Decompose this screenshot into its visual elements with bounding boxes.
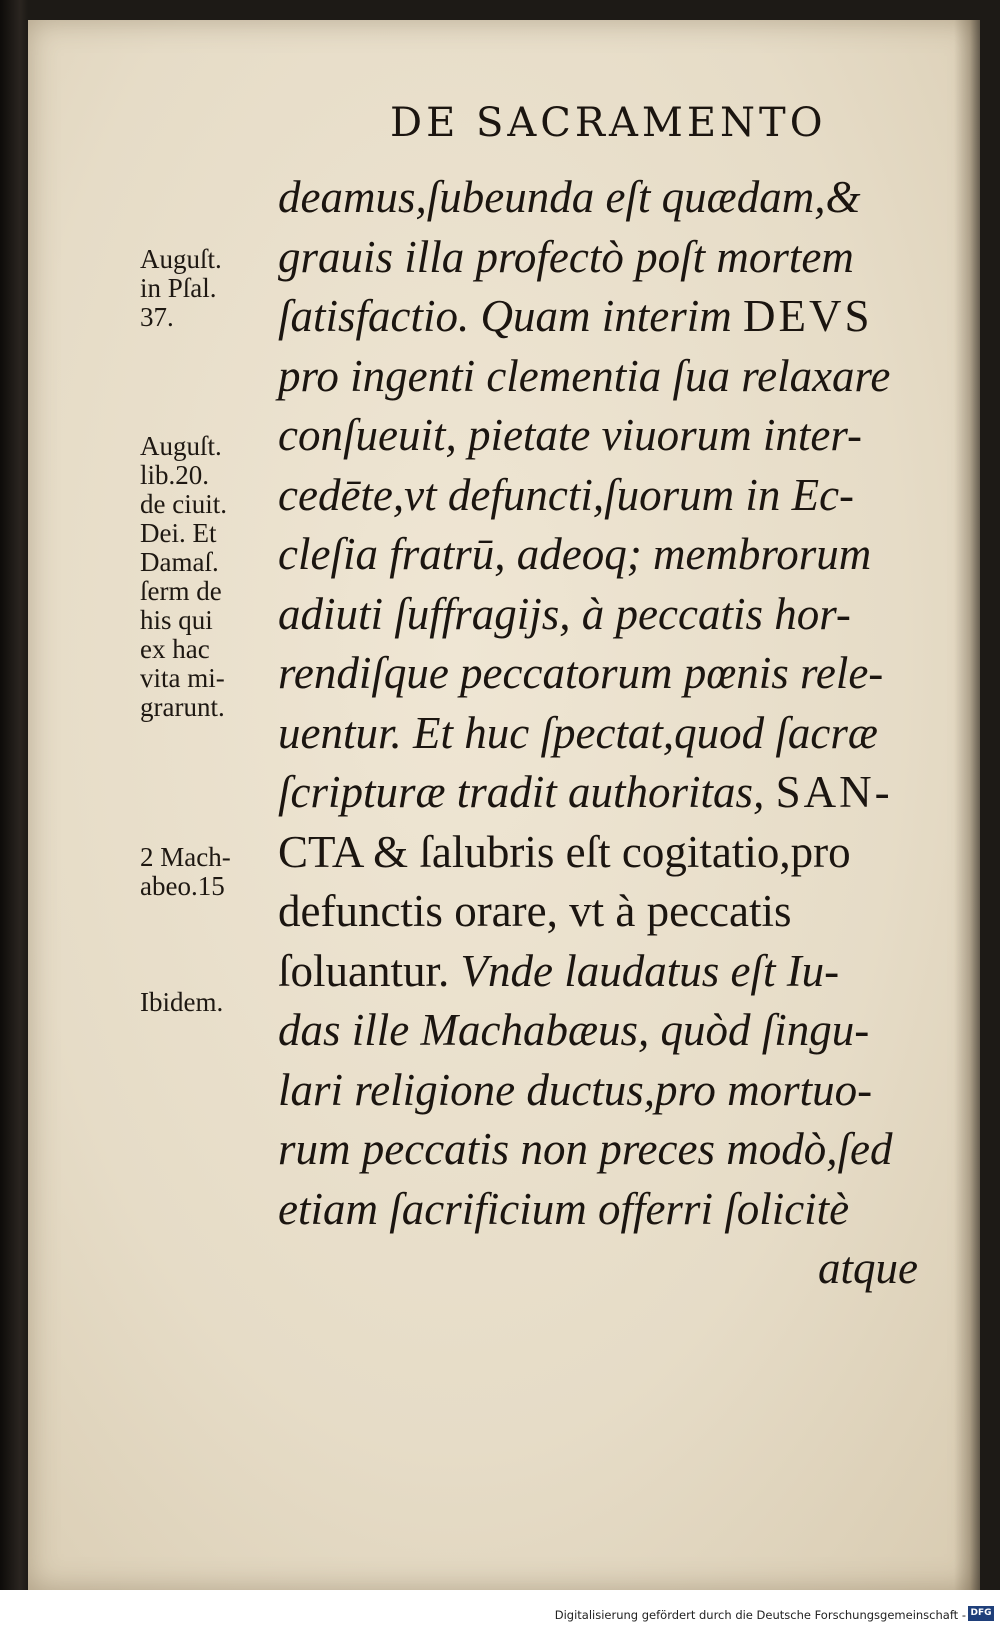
body-line-10: uentur. Et huc ſpectat,quod ſacræ bbox=[278, 707, 878, 758]
margin-note-ibidem bbox=[140, 988, 223, 1017]
body-line-18: etiam ſacrificium offerri ſolicitè bbox=[278, 1183, 850, 1234]
body-line-3-text: ſatisfactio. Quam interim bbox=[278, 291, 743, 341]
body-line-14-text: ſoluantur. bbox=[278, 945, 461, 996]
margin-note-line: ſerm de bbox=[140, 576, 222, 606]
body-line-7: cleſia fratrū, adeoq; membrorum bbox=[278, 529, 872, 579]
body-line-12: CTA & ſalubris eſt cogitatio,pro bbox=[278, 826, 851, 877]
body-line-4: pro ingenti clementia ſua relaxare bbox=[278, 350, 891, 401]
body-line-14 bbox=[278, 942, 918, 1002]
body-line-5: conſueuit, pietate viuorum inter- bbox=[278, 410, 862, 460]
body-line-11-text: ſcripturæ tradit authoritas, bbox=[278, 767, 776, 817]
dfg-logo: DFG bbox=[968, 1606, 994, 1621]
margin-note-august-psal bbox=[140, 245, 222, 332]
margin-note-line: de ciuit. bbox=[140, 489, 227, 519]
margin-note-line: 37. bbox=[140, 302, 174, 332]
body-line-1: deamus,ſubeunda eſt quædam,& bbox=[278, 172, 861, 222]
body-text bbox=[278, 168, 918, 1299]
body-line-2: grauis illa profectò poſt mortem bbox=[278, 231, 854, 282]
margin-note-line: grarunt. bbox=[140, 692, 225, 722]
page-edge-shadow bbox=[954, 20, 980, 1590]
margin-note-line: Damaſ. bbox=[140, 547, 219, 577]
body-line-13: defunctis orare, vt à peccatis bbox=[278, 886, 792, 936]
margin-note-line: 2 Mach- bbox=[140, 842, 231, 872]
body-line-3 bbox=[278, 287, 918, 347]
body-line-9: rendiſque peccatorum pœnis rele- bbox=[278, 648, 884, 698]
body-line-6: cedēte,vt defuncti,ſuorum in Ec- bbox=[278, 469, 855, 520]
margin-note-line: vita mi- bbox=[140, 663, 225, 693]
unde-italic: Vnde laudatus eſt Iu- bbox=[460, 945, 840, 996]
funding-notice: Digitalisierung gefördert durch die Deutsche Forschungsgemeinschaft - bbox=[554, 1608, 966, 1622]
margin-note-august-ciuit bbox=[140, 432, 227, 722]
body-line-17: rum peccatis non preces modò,ſed bbox=[278, 1124, 893, 1174]
margin-note-line: abeo.15 bbox=[140, 871, 225, 901]
body-line-8: adiuti ſuffragijs, à peccatis hor- bbox=[278, 588, 851, 639]
body-line-16: lari religione ductus,pro mortuo- bbox=[278, 1064, 873, 1115]
margin-note-line: Dei. Et bbox=[140, 518, 217, 548]
body-line-15: das ille Machabæus, quòd ſingu- bbox=[278, 1005, 870, 1055]
margin-note-line: Auguſt. bbox=[140, 431, 222, 461]
sancta-smallcaps: SAN- bbox=[775, 767, 893, 817]
margin-note-line: his qui bbox=[140, 605, 213, 635]
margin-note-line: ex hac bbox=[140, 634, 210, 664]
margin-note-machabeo bbox=[140, 843, 231, 901]
margin-note-line: Ibidem. bbox=[140, 987, 224, 1017]
margin-note-line: in Pſal. bbox=[140, 273, 217, 303]
body-line-11 bbox=[278, 763, 918, 823]
running-head: DE SACRAMENTO bbox=[390, 100, 827, 146]
margin-note-line: lib.20. bbox=[140, 460, 210, 490]
margin-note-line: Auguſt. bbox=[140, 244, 222, 274]
catchword: atque bbox=[818, 1243, 918, 1293]
deus-smallcaps: DEVS bbox=[743, 291, 873, 341]
